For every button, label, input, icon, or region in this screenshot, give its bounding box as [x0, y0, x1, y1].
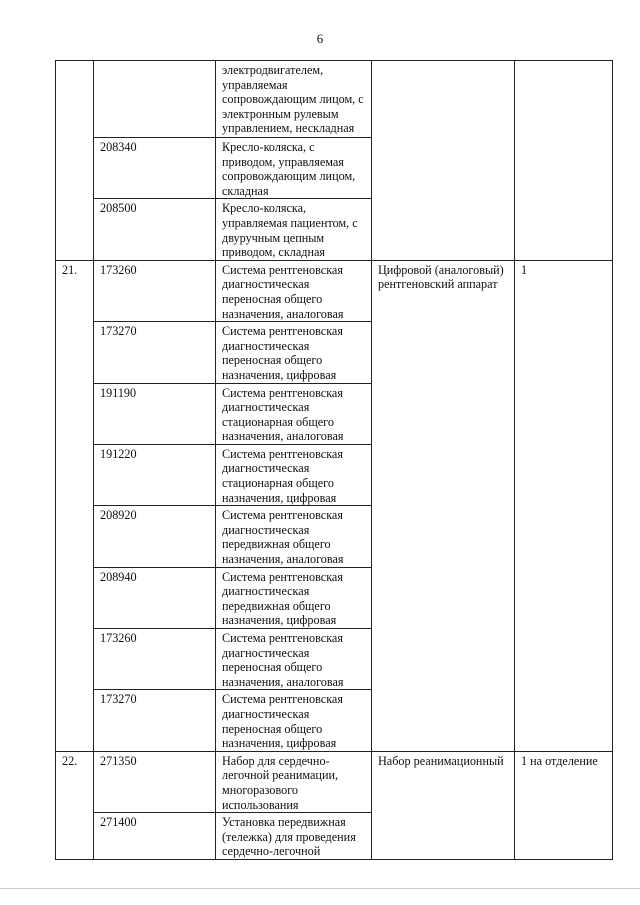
row-number-cell: [56, 61, 94, 261]
name-cell: Система рентгеновская диагностическая переносная общего назначения, цифровая: [216, 690, 372, 751]
name-cell: Система рентгеновская диагностическая передвижная общего назначения, цифровая: [216, 567, 372, 628]
name-cell: Кресло-коляска, с приводом, управляемая сопровождающим лицом, складная: [216, 138, 372, 199]
code-cell: 173260: [94, 629, 216, 690]
table-row: [56, 751, 613, 812]
name-cell: Кресло-коляска, управляемая пациентом, с двуручным цепным приводом, складная: [216, 199, 372, 260]
table-row: [56, 61, 613, 138]
code-cell: 208940: [94, 567, 216, 628]
name-cell: Система рентгеновская диагностическая переносная общего назначения, аналоговая: [216, 260, 372, 321]
quantity-cell: 1: [515, 260, 613, 751]
code-cell: 208500: [94, 199, 216, 260]
page-number: 6: [316, 31, 324, 46]
name-cell: Система рентгеновская диагностическая стационарная общего назначения, аналоговая: [216, 383, 372, 444]
name-cell: Система рентгеновская диагностическая стационарная общего назначения, цифровая: [216, 444, 372, 505]
code-cell: 173270: [94, 690, 216, 751]
quantity-cell: 1 на отделение: [515, 751, 613, 859]
scan-edge-line: [0, 888, 640, 889]
code-cell: [94, 61, 216, 138]
code-cell: 208920: [94, 506, 216, 567]
code-cell: 191220: [94, 444, 216, 505]
code-cell: 208340: [94, 138, 216, 199]
table-row: [56, 260, 613, 321]
equipment-table: [55, 60, 613, 860]
code-cell: 191190: [94, 383, 216, 444]
name-cell: Набор для сердечно-легочной реанимации, многоразового использования: [216, 751, 372, 812]
code-cell: 173270: [94, 322, 216, 383]
name-cell: электродвигателем, управляемая сопровождающим лицом, с электронным рулевым управлением, нескладная: [216, 61, 372, 138]
equipment-cell: Набор реанимационный: [372, 751, 515, 859]
code-cell: 271400: [94, 813, 216, 860]
name-cell: Система рентгеновская диагностическая переносная общего назначения, цифровая: [216, 322, 372, 383]
name-cell: Система рентгеновская диагностическая передвижная общего назначения, аналоговая: [216, 506, 372, 567]
name-cell: Установка передвижная (тележка) для проведения сердечно-легочной: [216, 813, 372, 860]
row-number-cell: 21.: [56, 260, 94, 751]
code-cell: 271350: [94, 751, 216, 812]
quantity-cell: [515, 61, 613, 261]
code-cell: 173260: [94, 260, 216, 321]
equipment-cell: Цифровой (аналоговый) рентгеновский аппарат: [372, 260, 515, 751]
name-cell: Система рентгеновская диагностическая переносная общего назначения, аналоговая: [216, 629, 372, 690]
row-number-cell: 22.: [56, 751, 94, 859]
equipment-cell: [372, 61, 515, 261]
